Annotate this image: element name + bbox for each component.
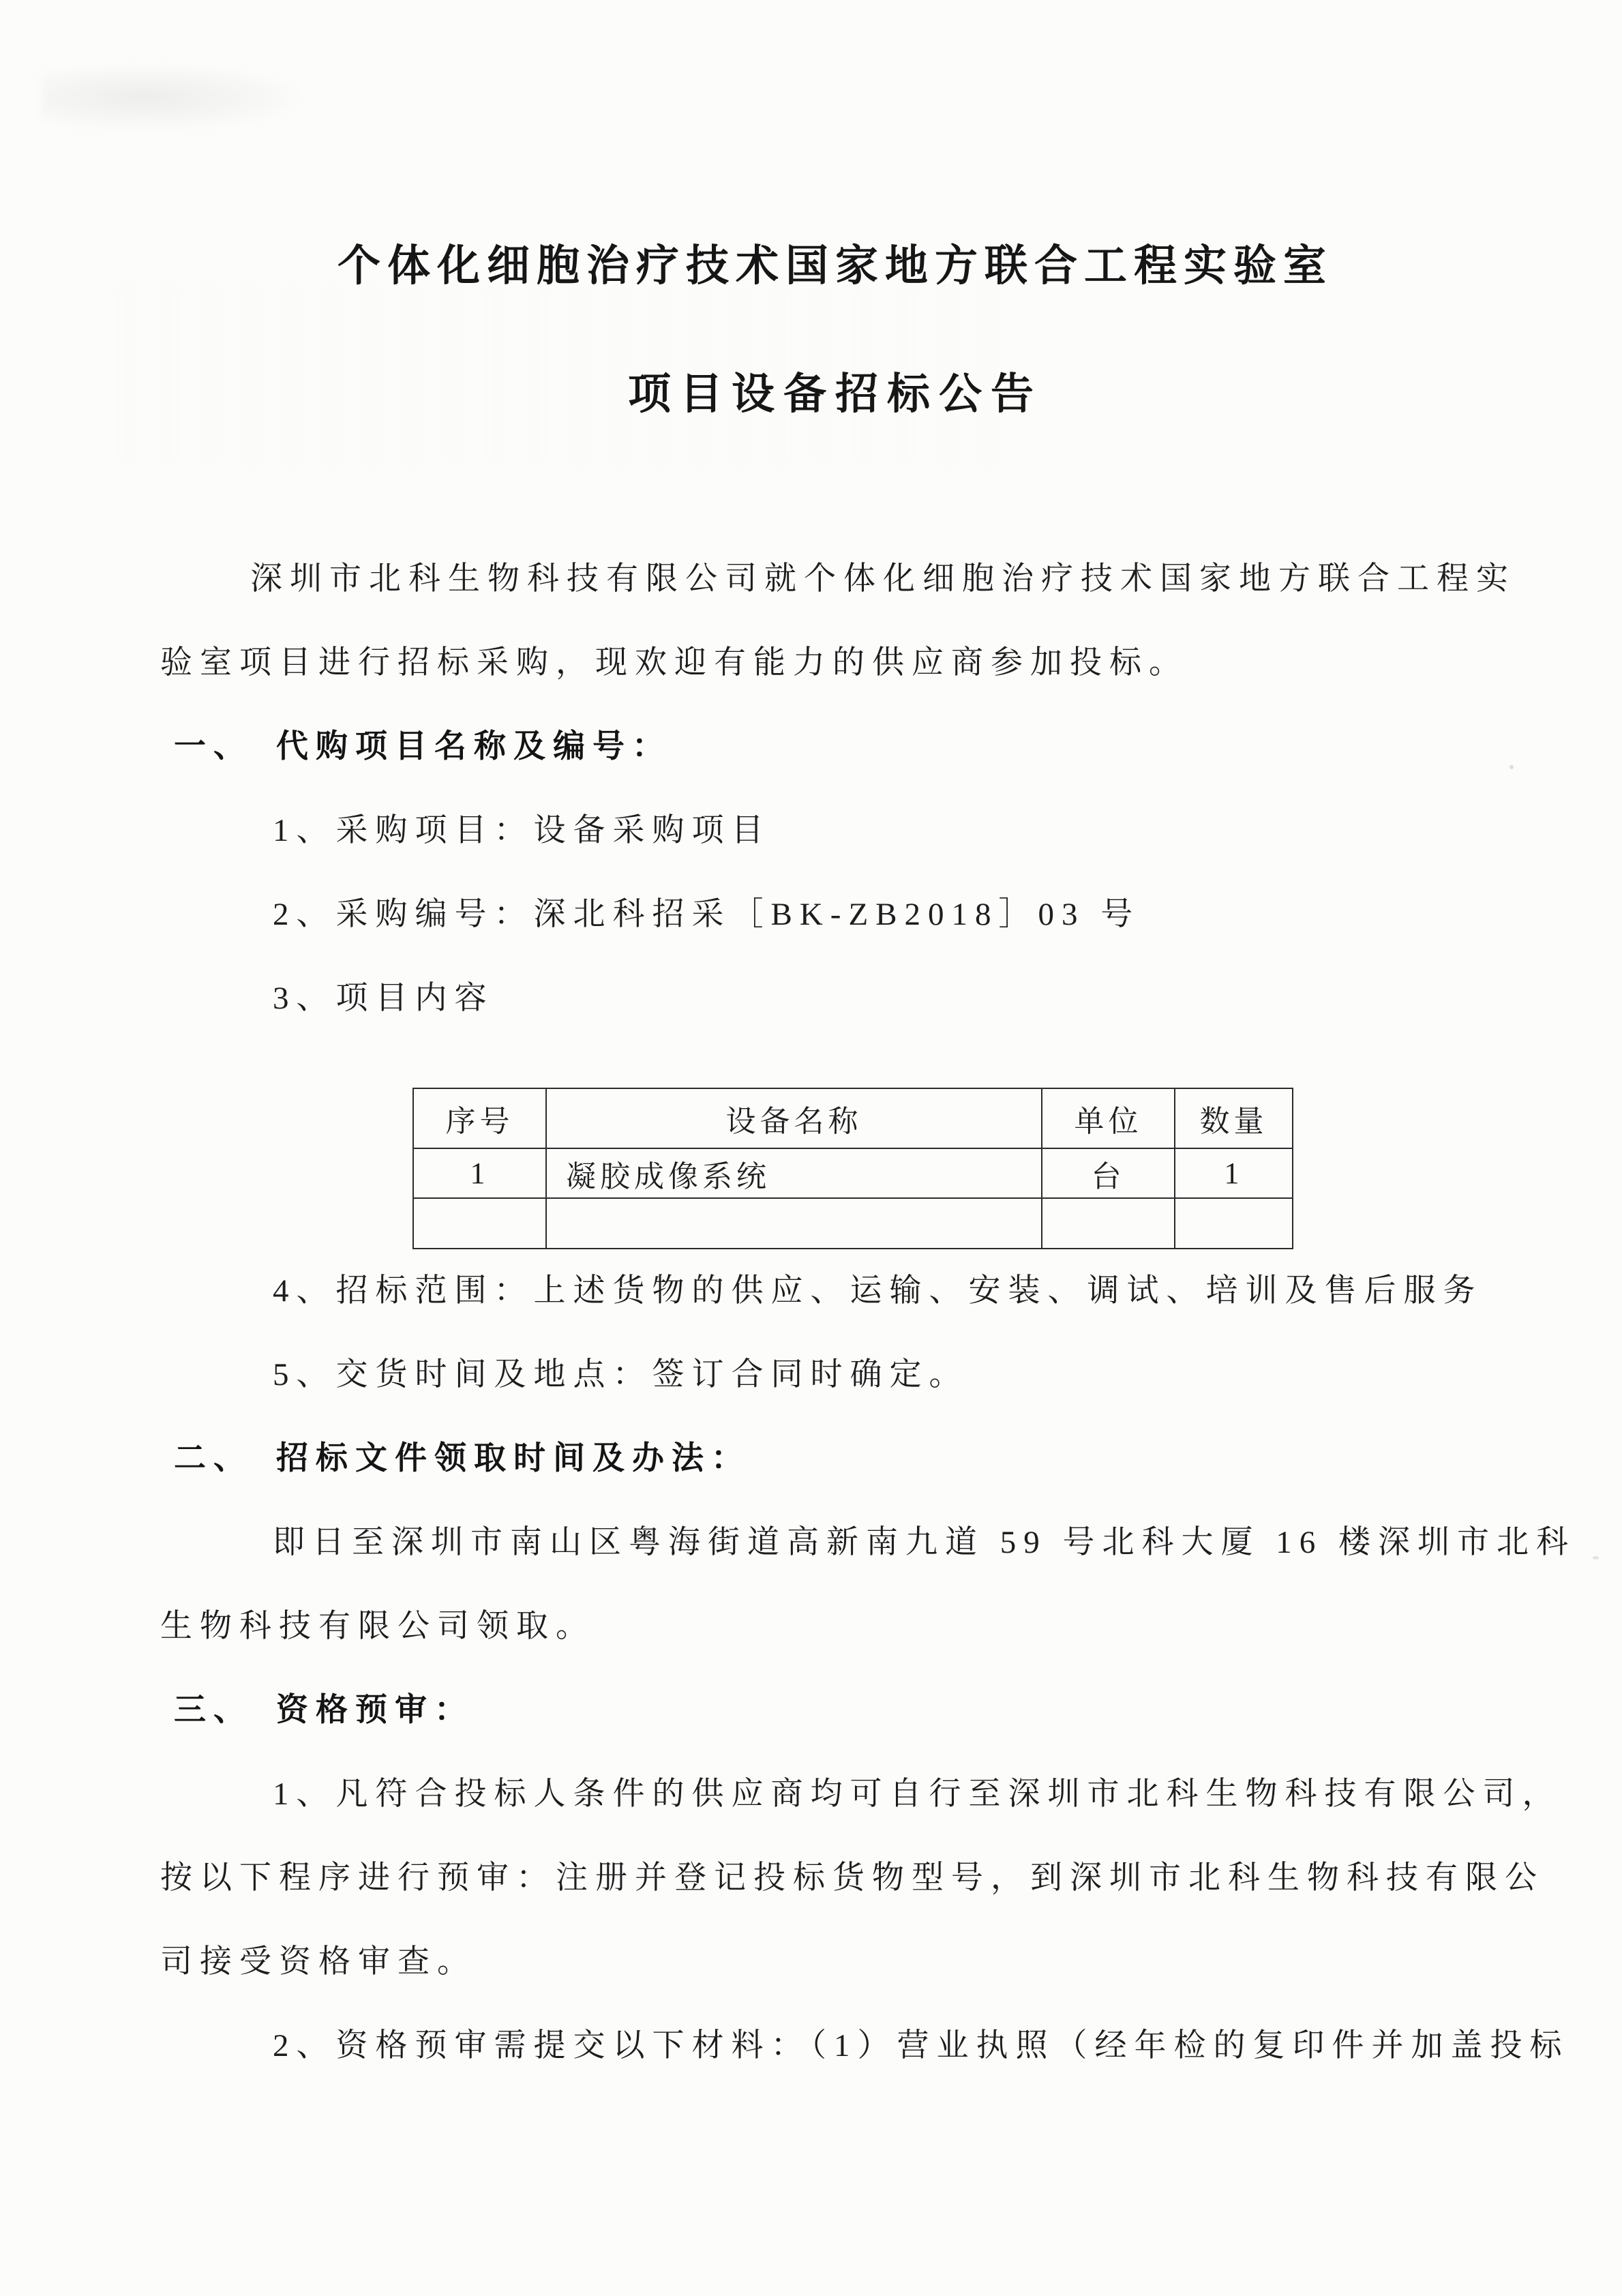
equipment-table: [412, 1088, 1293, 1249]
document-body: [160, 537, 1576, 2088]
table-header-quantity: 数量: [1175, 1088, 1293, 1148]
table-row: [413, 1148, 1293, 1198]
section-marker-1: 一、: [174, 729, 253, 764]
table-cell-empty: [1042, 1198, 1175, 1249]
intro-line-1: 深圳市北科生物科技有限公司就个体化细胞治疗技术国家地方联合工程实: [250, 561, 1516, 597]
table-cell-unit: 台: [1042, 1148, 1175, 1198]
section-marker-3: 三、: [174, 1693, 253, 1728]
section-title-1: 代购项目名称及编号：: [276, 729, 672, 764]
intro-line-2: 验室项目进行招标采购，现欢迎有能力的供应商参加投标。: [160, 645, 1188, 681]
list-item-delivery: 5、交货时间及地点：签订合同时确定。: [273, 1357, 969, 1392]
section-marker-2: 二、: [174, 1441, 253, 1476]
section-title-2: 招标文件领取时间及办法：: [276, 1441, 751, 1476]
equipment-table-wrapper: [412, 1088, 1510, 1249]
section-heading-1: [160, 705, 1510, 789]
table-cell-empty: [546, 1198, 1042, 1249]
list-item-project-content: 3、项目内容: [273, 981, 494, 1016]
list-item-bid-scope: 4、招标范围：上述货物的供应、运输、安装、调试、培训及售后服务: [273, 1273, 1483, 1309]
scan-noise-band: [123, 286, 1009, 464]
table-row-empty: [413, 1198, 1293, 1249]
scan-speck: [1593, 1556, 1599, 1560]
table-header-unit: 单位: [1042, 1088, 1175, 1148]
doc-title-line2: 项目设备招标公告: [628, 370, 1042, 418]
section-heading-2: [160, 1417, 1510, 1501]
table-header-index: 序号: [413, 1088, 546, 1148]
table-cell-empty: [1175, 1198, 1293, 1249]
doc-title-line1: 个体化细胞治疗技术国家地方联合工程实验室: [337, 242, 1333, 290]
table-cell-equipment-name: 凝胶成像系统: [546, 1148, 1042, 1198]
section-heading-3: [160, 1669, 1510, 1753]
table-header-row: [413, 1088, 1293, 1148]
table-cell-index: 1: [413, 1148, 546, 1198]
list-item-purchase-project: 1、采购项目：设备采购项目: [273, 813, 771, 848]
pickup-address-line-2: 生物科技有限公司领取。: [160, 1609, 595, 1644]
pickup-address-line-1: 即日至深圳市南山区粤海街道高新南九道 59 号北科大厦 16 楼深圳市北科: [273, 1525, 1576, 1560]
table-cell-empty: [413, 1198, 546, 1249]
scan-speck: [1510, 765, 1514, 769]
section-title-3: 资格预审：: [276, 1693, 474, 1728]
list-item-purchase-number: 2、采购编号：深北科招采［BK-ZB2018］03 号: [273, 897, 1141, 932]
prequalification-item1-line1: 1、凡符合投标人条件的供应商均可自行至深圳市北科生物科技有限公司，: [273, 1776, 1562, 1812]
top-margin: [160, 0, 1510, 240]
prequalification-item1-line3: 司接受资格审查。: [160, 1944, 477, 1980]
scan-smudge: [41, 65, 300, 130]
prequalification-item1-line2: 按以下程序进行预审：注册并登记投标货物型号，到深圳市北科生物科技有限公: [160, 1860, 1544, 1896]
prequalification-item2-line1: 2、资格预审需提交以下材料：（1）营业执照（经年检的复印件并加盖投标: [273, 2028, 1570, 2063]
table-cell-quantity: 1: [1175, 1148, 1293, 1198]
table-header-equipment-name: 设备名称: [546, 1088, 1042, 1148]
